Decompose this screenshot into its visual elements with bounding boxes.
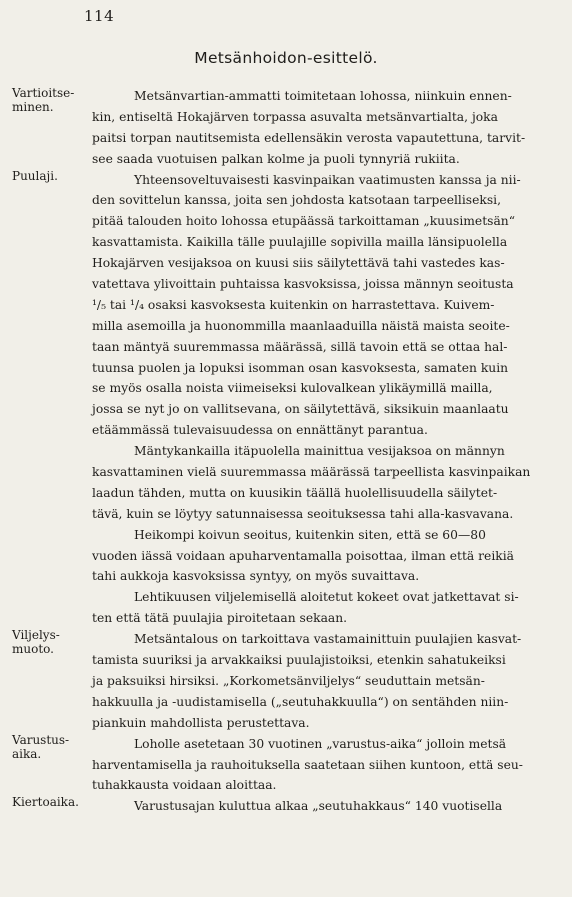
text-line: ja paksuiksi hirsiksi. „Korkometsänviljelys“ seuduttain metsän-	[92, 673, 485, 688]
page-number: 114	[84, 7, 115, 25]
text-line: vuoden iässä voidaan apuharventamalla poisottaa, ilman että reikiä	[92, 548, 514, 563]
text-line: Metsänvartian-ammatti toimitetaan lohossa, niinkuin ennen-	[134, 89, 512, 103]
text-line: Loholle asetetaan 30 vuotinen „varustus-aika“ jolloin metsä	[134, 736, 507, 751]
margin-note-puulaji: Puulaji.	[12, 169, 58, 183]
text-line: tahi aukkoja kasvoksissa syntyy, on myös suvaittava.	[92, 569, 420, 584]
text-line: ¹/₅ tai ¹/₄ osaksi kasvoksesta kuitenkin on harrastettava. Kuivem-	[92, 297, 495, 312]
text-line: taan mäntyä suuremmassa määrässä, sillä tavoin että se ottaa hal-	[92, 339, 508, 354]
text-line: kasvattaminen vielä suuremmassa määrässä tarpeellista kasvinpaikan	[92, 465, 531, 480]
text-line: jossa se nyt jo on vallitsevana, on säilytettävä, siksikuin maanlaatu	[92, 402, 509, 417]
text-line: Varustusajan kuluttua alkaa „seutuhakkaus“ 140 vuotisella	[134, 799, 503, 814]
margin-note-kiertoaika: Kiertoaika.	[12, 795, 79, 809]
text-line: kasvattamista. Kaikilla tälle puulajille sopivilla mailla länsipuolella	[92, 235, 508, 250]
text-line: Heikompi koivun seoitus, kuitenkin siten, että se 60—80	[134, 527, 486, 542]
margin-note-varustusaika: Varustus- aika.	[12, 733, 70, 761]
text-line: see saada vuotuisen palkan kolme ja puoli tynnyriä rukiita.	[92, 151, 460, 166]
text-line: Hokajärven vesijaksoa on kuusi siis säilytettävä tahi vastedes kas-	[92, 256, 505, 271]
text-line: piankuin mahdollista perustettava.	[92, 715, 310, 730]
text-line: den sovittelun kanssa, joita sen johdosta katsotaan tarpeelliseksi,	[92, 193, 501, 208]
text-line: laadun tähden, mutta on kuusikin täällä huolellisuudella säilytet-	[92, 485, 498, 500]
text-line: tuhakkausta voidaan aloittaa.	[92, 778, 277, 793]
text-line: paitsi torpan nautitsemista edellensäkin verosta vapautettuna, tarvit-	[92, 130, 526, 145]
text-line: milla asemoilla ja huonommilla maanlaaduilla näistä maista seoite-	[92, 318, 510, 333]
text-line: Yhteensoveltuvaisesti kasvinpaikan vaatimusten kanssa ja nii-	[134, 172, 521, 187]
text-line: se myös osalla noista viimeiseksi kulovalkean ylikäymillä mailla,	[92, 381, 493, 396]
text-line: pitää talouden hoito lohossa etupäässä tarkoittaman „kuusimetsän“	[92, 214, 515, 229]
text-line: tuunsa puolen ja lopuksi isomman osan kasvoksesta, samaten kuin	[92, 360, 509, 375]
text-line: tamista suuriksi ja arvakkaiksi puulajistoiksi, etenkin sahatukeiksi	[92, 653, 506, 668]
body-text	[92, 86, 558, 817]
text-line: harventamisella ja rauhoituksella saatetaan siihen kuntoon, että seu-	[92, 757, 523, 772]
text-line: vatettava ylivoittain puhtaissa kasvoksissa, joissa männyn seoitusta	[92, 277, 514, 292]
text-line: ten että tätä puulajia piroitetaan sekaan.	[92, 611, 348, 626]
text-line: Mäntykankailla itäpuolella mainittua vesijaksoa on männyn	[134, 444, 505, 459]
text-line: Metsäntalous on tarkoittava vastamainittuin puulajien kasvat-	[134, 632, 522, 647]
text-line: hakkuulla ja -uudistamisella („seutuhakkuulla“) on sentähden niin-	[92, 694, 509, 709]
section-title: Metsänhoidon-esittelö.	[194, 49, 378, 67]
text-line: Lehtikuusen viljelemisellä aloitetut kokeet ovat jatkettavat si-	[134, 590, 519, 605]
text-line: kin, entiseltä Hokajärven torpassa asuvalta metsänvartialta, joka	[92, 109, 498, 124]
margin-note-vartioitseminen: Vartioitse- minen.	[12, 86, 75, 114]
margin-note-viljelysmuoto: Viljelys- muoto.	[12, 628, 60, 656]
text-line: tävä, kuin se löytyy satunnaisessa seoituksessa tahi alla-kasvavana.	[92, 506, 514, 521]
text-line: etäämmässä tulevaisuudessa on ennättänyt parantua.	[92, 423, 428, 438]
